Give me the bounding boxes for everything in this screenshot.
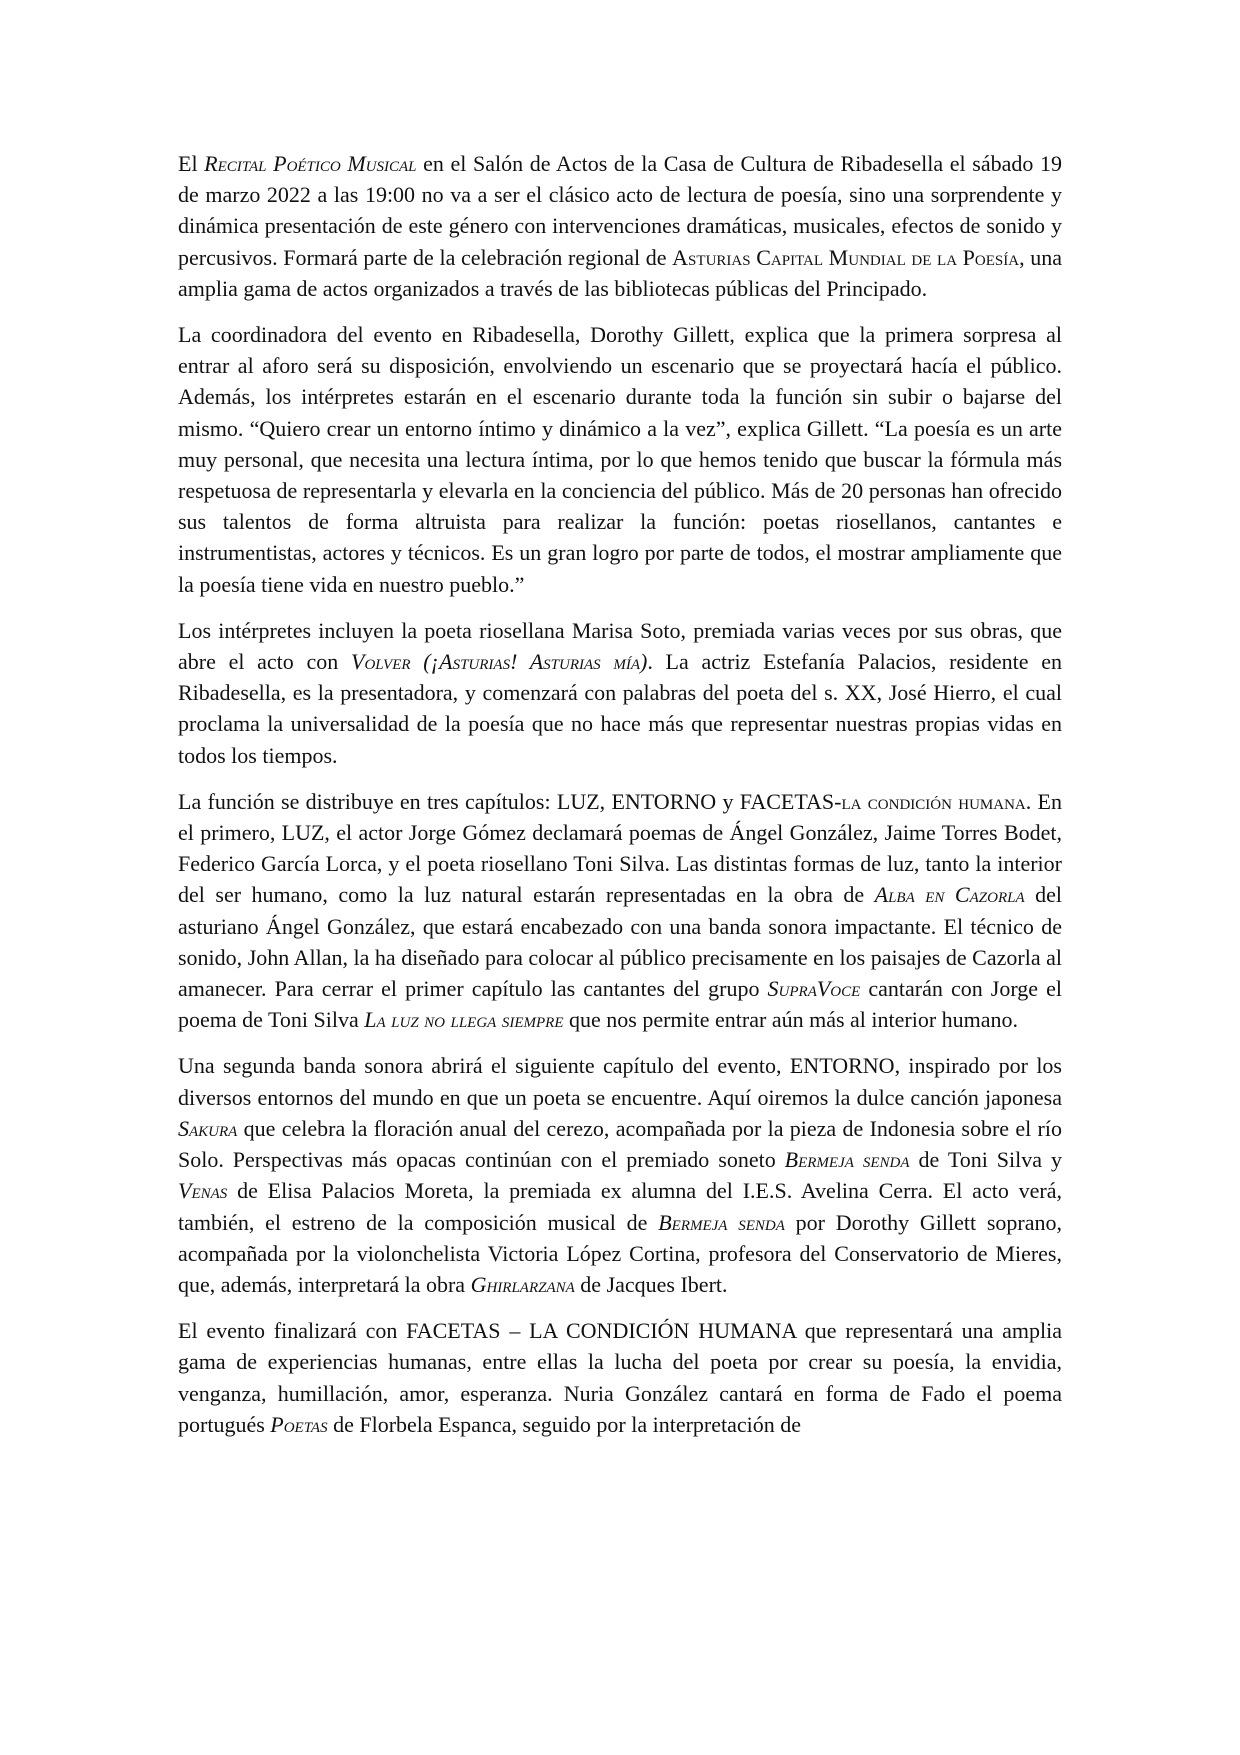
paragraph-2: La coordinadora del evento en Ribadesella, Dorothy Gillett, explica que la primera sorpresa al entrar al aforo será su disposición, envolviendo un escenario que se proyectará hacía el público. Además, los intérpretes estarán en el escenario durante toda la función sin subir o bajarse del mismo. “Quiero crear un entorno íntimo y dinámico a la vez”, explica Gillett. “La poesía es un arte muy personal, que necesita una lectura íntima, por lo que hemos tenido que buscar la fórmula más respetuosa de representarla y elevarla en la conciencia del público. Más de 20 personas han ofrecido sus talentos de forma altruista para realizar la función: poetas riosellanos, cantantes e instrumentistas, actores y técnicos. Es un gran logro por parte de todos, el mostrar ampliamente que la poesía tiene vida en nuestro pueblo.” bbox=[178, 322, 1062, 597]
paragraph-3: Los intérpretes incluyen la poeta riosellana Marisa Soto, premiada varias veces por sus obras, que abre el acto con Volver (¡Asturias! Asturias mía). La actriz Estefanía Palacios, residente en Ribadesella, es la presentadora, y comenzará con palabras del poeta del s. XX, José Hierro, el cual proclama la universalidad de la poesía que no hace más que representar nuestras propias vidas en todos los tiempos. bbox=[178, 617, 1062, 768]
paragraph-5: Una segunda banda sonora abrirá el siguiente capítulo del evento, ENTORNO, inspirado por los diversos entornos del mundo en que un poeta se encuentre. Aquí oiremos la dulce canción japonesa Sakura que celebra la floración anual del cerezo, acompañada por la pieza de Indonesia sobre el río Solo. Perspectivas más opacas continúan con el premiado soneto Bermeja senda de Toni Silva y Venas de Elisa Palacios Moreta, la premiada ex alumna del I.E.S. Avelina Cerra. El acto verá, también, el estreno de la composición musical de Bermeja senda por Dorothy Gillett soprano, acompañada por la violonchelista Victoria López Cortina, profesora del Conservatorio de Mieres, que, además, interpretará la obra Ghirlarzana de Jacques Ibert. bbox=[178, 1053, 1062, 1297]
paragraph-4: La función se distribuye en tres capítulos: LUZ, ENTORNO y FACETAS-la condición humana. En el primero, LUZ, el actor Jorge Gómez declamará poemas de Ángel González, Jaime Torres Bodet, Federico García Lorca, y el poeta riosellano Toni Silva. Las distintas formas de luz, tanto la interior del ser humano, como la luz natural estarán representadas en la obra de Alba en Cazorla del asturiano Ángel González, que estará encabezado con una banda sonora impactante. El técnico de sonido, John Allan, la ha diseñado para colocar al público precisamente en los paisajes de Cazorla al amanecer. Para cerrar el primer capítulo las cantantes del grupo SupraVoce cantarán con Jorge el poema de Toni Silva La luz no llega siempre que nos permite entrar aún más al interior humano. bbox=[178, 788, 1063, 1033]
paragraph-1: El Recital Poético Musical en el Salón de Actos de la Casa de Cultura de Ribadesella el sábado 19 de marzo 2022 a las 19:00 no va a ser el clásico acto de lectura de poesía, sino una sorprendente y dinámica presentación de este género con intervenciones dramáticas, musicales, efectos de sonido y percusivos. Formará parte de la celebración regional de Asturias Capital Mundial de la Poesía, una amplia gama de actos organizados a través de las bibliotecas públicas del Principado. bbox=[178, 151, 1062, 301]
chapter-subtitle: la condición humana. bbox=[841, 788, 1032, 814]
work-title: La luz no llega siempre bbox=[364, 1007, 564, 1033]
work-title: Volver (¡Asturias! Asturias mía) bbox=[351, 649, 648, 675]
work-title: Ghirlarzana bbox=[470, 1271, 575, 1297]
work-title: Poetas bbox=[270, 1411, 328, 1437]
celebration-name: Asturias Capital Mundial de la Poesía bbox=[672, 244, 1020, 270]
work-title: Sakura bbox=[178, 1115, 238, 1141]
group-name: SupraVoce bbox=[767, 976, 861, 1002]
work-title: Venas bbox=[178, 1178, 228, 1204]
work-title: Bermeja senda bbox=[658, 1209, 785, 1235]
work-title: Alba en Cazorla bbox=[874, 882, 1025, 908]
event-title: Recital Poético Musical bbox=[204, 151, 417, 176]
paragraph-6: El evento finalizará con FACETAS – LA CONDICIÓN HUMANA que representará una amplia gama de experiencias humanas, entre ellas la lucha del poeta por crear su poesía, la envidia, venganza, humillación, amor, esperanza. Nuria González cantará en forma de Fado el poema portugués Poetas de Florbela Espanca, seguido por la interpretación de bbox=[178, 1318, 1062, 1437]
document-body bbox=[178, 148, 1062, 1455]
work-title: Bermeja senda bbox=[784, 1147, 910, 1173]
